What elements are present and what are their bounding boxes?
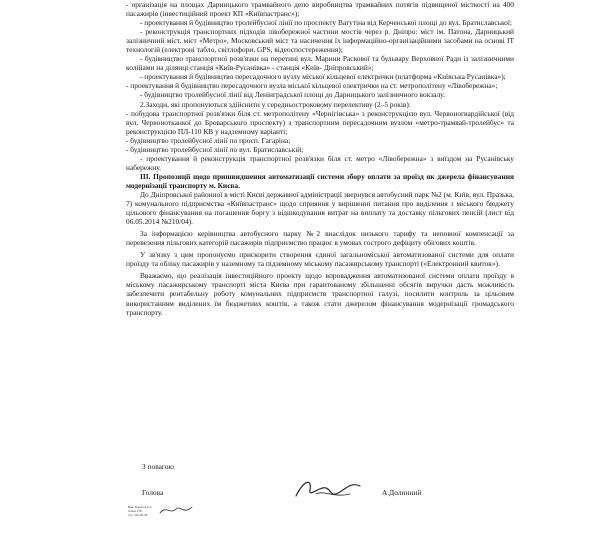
executor-phone: тел. 559-00-58	[128, 513, 148, 517]
initials-signature-icon	[158, 503, 198, 517]
letter-body	[126, 0, 514, 317]
paragraph: До Дніпровської районної в місті Києві державної адміністрації звернувся автобусний парк №2 (м. Київ, вул. Празька, 7) комунального підприємства «Київпастранс» щодо сприяння у вирішенні питання про виділення з міського бюджету цільового фінансування на погашення боргу з відшкодування витрат на виплату та доставку пільгових пенсій (лист від 06.05.2014 №210/04).	[126, 189, 514, 227]
signer-position: Голова	[142, 488, 164, 497]
list-item: - будівництво транспортної розв'язки на перетині вул. Марини Раскової та бульвару Верховної Ради із залізничними колійами на ділянці станція «Київ-Русанівка» - станція «Київ- Дніпровський»;	[126, 54, 514, 73]
list-item: - проектування й будівництво тролейбусної лінії по проспекту Ватутіна від Керченської площі до вул. Братиславської;	[140, 18, 512, 28]
list-item: - проектування й будівництво пересадочного вузлу міської кільцевої електрички (платформа «Київська Русанівка»);	[140, 72, 506, 82]
list-item: - проектування й будівництво пересадочного вузла міської кільцевої електрички на ст. метрополітену «Лівобережна»;	[126, 81, 498, 91]
section-heading: 2.Заходи, які пропонуються здійснити у середньостроковому перелективу (2–5 років):	[140, 99, 411, 109]
paragraph: За інформацією керівництва автобусного парку №2 внаслідок низького тарифу та неповної компенсації за перевезення пільгових категорій пасажирів підприємство працює в умовах гострого дефіциту обігових коштів.	[126, 229, 514, 248]
list-item: - будівництво тролейбусної лінії від Ленінградської площі до Дарницького залізничного вокзалу.	[140, 90, 445, 100]
paragraph: Вважаємо, що реалізація інвестиційного проекту щодо впровадження автоматизованої системи оплати проїзду в міському пасажирському транспорті міста Києва при гарантованому збільшенні обсягів виручки дасть можливість забезпечити рентабельну роботу комунальних підприємств транспортної галузі, посилити контроль за цільовим використанням виділених їм бюджетних коштів, а також стати джерелом фінансування модернізації громадського транспорту.	[126, 271, 514, 317]
list-item: - побудова транспортної розв'язки біля ст. метрополітену «Чернігівська» з реконструкцією вул. Червоногвардійської (від вул. Червонотканкої до Броварського проспекту) з транспортним пересадочним вузлом «метро-трамвай-тролейбус» та реконструкцією ПЛ-110 КВ у надземному варіанті;	[126, 108, 514, 136]
executor-line: Вик. Борисов Г.А.	[128, 505, 153, 509]
signature-icon	[290, 476, 370, 504]
executor-line: Лобко Г.В.	[128, 509, 143, 513]
section-title: ІІІ. Пропозиції щодо пришвидшення автоматизації системи збору оплати за проїзд як джерела фінансування модернізації транспорту м. Києва.	[126, 171, 514, 190]
list-item: - організація на площах Дарницького трамвайного депо виробництва трамвайних потягів підвищеної місткості на 400 пасажирів (інвестиційний проект КП «Київпастранс»);	[126, 0, 514, 19]
signer-name: А.Долинний	[382, 488, 422, 497]
list-item: - будівництво тролейбусної лінії по просп. Гагаріна;	[126, 135, 291, 145]
list-item: - реконструкція транспортних підходів лівобережної частини мостів через р. Дніпро: міст ім. Патона, Дарницький залізничний міст, міст «Метро», Московський міст та насичення їх інформаційно-організаційними засобами на основі ІТ технологій (електроні табло, світлофори, GPS, відеоспостереження);	[126, 27, 514, 55]
paragraph: У зв'язку з цим пропонуємо прискорити створення єдиної загальноміської автоматизованої системи для оплати проїзду та обліку пасажирів у наземному та підземному міському пасажирському транспорті («Електронний квиток»).	[126, 250, 514, 269]
closing-respect: З повагою	[142, 462, 174, 471]
executor-info	[128, 505, 152, 517]
list-item: - проектування й реконструкція транспортної розв'язки біля ст. метро «Лівобережна» з виїздом на Русанівську набережну.	[126, 153, 514, 172]
list-item: - будівництво тролейбусної лінії по вул. Братиславській;	[126, 144, 304, 154]
